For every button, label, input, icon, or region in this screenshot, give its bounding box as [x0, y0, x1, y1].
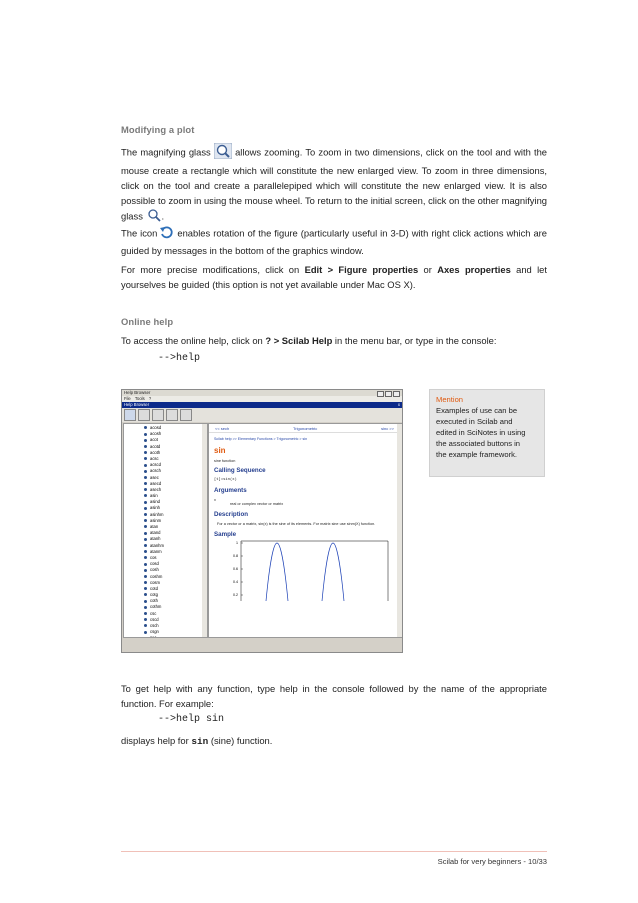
plot-tick-label: 0.4: [233, 580, 238, 585]
tree-item-label: csgn: [150, 629, 159, 635]
tree-bullet-icon: [144, 544, 147, 547]
window-controls: [377, 391, 400, 397]
menu-path-scilab-help: ? > Scilab Help: [265, 335, 333, 346]
tree-bullet-icon: [144, 457, 147, 460]
toolbar-search-button[interactable]: [124, 409, 136, 421]
tree-item-label: acotd: [150, 443, 161, 449]
close-button[interactable]: [393, 391, 400, 397]
mention-line: the example framework.: [436, 450, 518, 459]
paragraph-zoom: [121, 143, 547, 226]
tree-bullet-icon: [144, 507, 147, 510]
mention-line: Examples of use can be: [436, 406, 518, 415]
rotate-icon: [160, 225, 174, 243]
heading-arguments: Arguments: [214, 487, 247, 494]
text: and let yourselves be guided (this option is not yet available under Mac OS X).: [121, 264, 547, 290]
help-page-subtitle: sine function: [214, 459, 236, 463]
sine-curve: [322, 543, 344, 601]
tree-bullet-icon: [144, 433, 147, 436]
plot-tick-label: 0.6: [233, 567, 238, 572]
tree-bullet-icon: [144, 525, 147, 528]
description-text: For a vector or a matrix, sin(x) is the sine of its elements. For matrix sine use sinm(X) function.: [217, 522, 376, 526]
tree-item-label: cscd: [150, 616, 159, 622]
menu-path-axes-properties: Axes properties: [437, 264, 511, 275]
help-content: [208, 423, 403, 638]
footer-page-label: Scilab for very beginners - 10/33: [437, 857, 547, 866]
tree-bullet-icon: [144, 494, 147, 497]
text: To access the online help, click on: [121, 335, 263, 346]
mention-box: [429, 389, 545, 477]
tree-item-label: atanm: [150, 548, 162, 554]
tree-item-label: asecd: [150, 480, 162, 486]
tree-item-label: cotd: [150, 585, 158, 591]
toolbar-forward-button[interactable]: [152, 409, 164, 421]
tree-item-label: asind: [150, 499, 161, 505]
nav-next-link[interactable]: sinc >>: [381, 426, 394, 431]
tree-item-label: atan: [150, 524, 159, 529]
paragraph-access-help: [121, 333, 547, 348]
help-nav: [209, 424, 402, 433]
tree-item-label: asin: [150, 493, 158, 499]
tree-item-label: asinh: [150, 505, 161, 511]
tree-bullet-icon: [144, 439, 147, 442]
window-title: Help Browser: [124, 390, 151, 395]
tree-item-label: csc: [150, 610, 157, 616]
tree-bullet-icon: [144, 637, 147, 638]
breadcrumb[interactable]: Scilab help >> Elementary Functions > Trigonometric > sin: [214, 437, 308, 441]
tree-bullet-icon: [144, 470, 147, 473]
tree-item-label: acosd: [150, 425, 162, 430]
tree-item-label: sec: [150, 635, 157, 638]
heading-sample: Sample: [214, 531, 237, 538]
nav-prev-link[interactable]: << sech: [215, 426, 230, 431]
tree-item-label: cothm: [150, 604, 162, 610]
tree-bullet-icon: [144, 618, 147, 621]
help-browser-screenshot: [121, 389, 403, 653]
heading-calling-sequence: Calling Sequence: [214, 467, 266, 474]
tree-bullet-icon: [144, 501, 147, 504]
text: in the menu bar, or type in the console:: [334, 335, 497, 346]
section-heading-modifying-plot: Modifying a plot: [121, 124, 195, 135]
menu-file[interactable]: File: [124, 396, 131, 401]
tree-item-label: coth: [150, 598, 158, 604]
tree-bullet-icon: [144, 488, 147, 491]
tree-bullet-icon: [144, 593, 147, 596]
tree-bullet-icon: [144, 464, 147, 467]
window-titlebar: [122, 390, 402, 396]
toolbar-home-button[interactable]: [166, 409, 178, 421]
tree-item-label: asinm: [150, 517, 162, 523]
paragraph-rotate: [121, 225, 547, 258]
tree-bullet-icon: [144, 513, 147, 516]
plot-tick-label: 0.2: [233, 593, 238, 598]
plot-tick-label: 0.8: [233, 554, 238, 559]
text: (sine) function.: [210, 735, 273, 746]
text: For more precise modifications, click on: [121, 264, 300, 275]
mention-line: executed in Scilab and: [436, 417, 513, 426]
panel-title: Help Browser: [124, 402, 150, 407]
tree-bullet-icon: [144, 624, 147, 627]
tree-bullet-icon: [144, 600, 147, 603]
plot-tick-label: 1: [236, 541, 238, 546]
mention-line: the associated buttons in: [436, 439, 521, 448]
toolbar-print-button[interactable]: [180, 409, 192, 421]
menu-help[interactable]: ?: [148, 396, 152, 401]
tree-bullet-icon: [144, 612, 147, 615]
maximize-button[interactable]: [385, 391, 392, 397]
tree-scrollbar[interactable]: [202, 424, 207, 637]
tree-item-label: atand: [150, 530, 161, 536]
mention-line: edited in SciNotes in using: [436, 428, 526, 437]
tree-item-label: asech: [150, 486, 162, 492]
nav-parent-link[interactable]: Trigonometric: [293, 426, 318, 431]
tree-list: [124, 424, 207, 638]
panel-close-icon[interactable]: x: [397, 402, 400, 407]
tree-item-label: asinhm: [150, 511, 164, 517]
tree-item-label: asec: [150, 474, 159, 480]
tree-item-label: cosd: [150, 561, 159, 567]
tree-bullet-icon: [144, 538, 147, 541]
menu-tools[interactable]: Tools: [134, 396, 145, 401]
paragraph-sin: [121, 733, 547, 749]
tree-item-label: cos: [150, 554, 157, 560]
text: enables rotation of the figure (particularly useful in 3-D) with right click actions which are guided by messages in the bottom of the graphics window.: [121, 227, 548, 256]
tree-bullet-icon: [144, 451, 147, 454]
argument-description: real or complex vector or matrix: [230, 502, 284, 506]
tree-bullet-icon: [144, 631, 147, 634]
tree-item-label: csch: [150, 623, 159, 628]
tree-bullet-icon: [144, 581, 147, 584]
tree-item-label: atanhm: [150, 542, 164, 548]
menu-path-figure-properties: Edit > Figure properties: [304, 264, 419, 275]
tree-item-label: coshm: [150, 573, 163, 579]
tree-item-label: acscd: [150, 462, 161, 468]
tree-bullet-icon: [144, 606, 147, 609]
text: allows zooming. To zoom in two dimensions, click on the tool and with the mouse create a rectangle which will constitute the new enlarged view. To zoom in three dimensions, click on the tool and create a parallelepiped which will constitute the new enlarged view. It is also possible to zoom in using the mouse wheel. To return to the initial screen, click on the other magnifying glass: [121, 146, 548, 222]
function-name: sin: [191, 736, 209, 747]
text: or: [423, 264, 432, 275]
heading-description: Description: [214, 511, 249, 518]
tree-bullet-icon: [144, 519, 147, 522]
zoom-out-icon: [146, 208, 162, 226]
section-heading-online-help: Online help: [121, 316, 174, 327]
calling-sequence: [t]=sin(x): [214, 478, 237, 482]
tree-item-label: acsc: [150, 455, 159, 461]
help-tree: [123, 423, 208, 638]
text: The magnifying glass: [121, 146, 211, 158]
tree-item-label: acsch: [150, 468, 161, 474]
tree-bullet-icon: [144, 532, 147, 535]
mention-title: Mention: [436, 395, 464, 404]
text: .: [161, 210, 165, 222]
argument-name: x: [214, 498, 216, 502]
tree-item-label: atanh: [150, 536, 161, 542]
tree-bullet-icon: [144, 575, 147, 578]
tree-item-label: cosm: [150, 579, 161, 585]
tree-item-label: cotg: [150, 592, 158, 598]
tree-item[interactable]: [144, 635, 207, 638]
help-page-title: sin: [214, 446, 226, 455]
tree-item-label: acot: [150, 437, 158, 443]
tree-bullet-icon: [144, 476, 147, 479]
zoom-in-icon: [214, 143, 232, 163]
tree-item-label: acosh: [150, 431, 162, 437]
tree-bullet-icon: [144, 445, 147, 448]
toolbar-back-button[interactable]: [138, 409, 150, 421]
text: displays help for: [121, 735, 189, 746]
panel-titlebar: [122, 402, 402, 408]
tree-bullet-icon: [144, 426, 147, 429]
tree-bullet-icon: [144, 563, 147, 566]
paragraph-properties: [121, 262, 547, 292]
footer-rule: [121, 851, 547, 852]
tree-bullet-icon: [144, 550, 147, 553]
sine-curve: [266, 543, 288, 601]
tree-bullet-icon: [144, 587, 147, 590]
text: The icon: [121, 227, 158, 239]
toolbar: [122, 408, 402, 422]
tree-bullet-icon: [144, 556, 147, 559]
tree-bullet-icon: [144, 569, 147, 572]
paragraph-help-function: To get help with any function, type help in the console followed by the name of the appropriate function. For example:: [121, 683, 547, 709]
code-help: -->help: [158, 353, 201, 364]
tree-bullet-icon: [144, 482, 147, 485]
tree-item-label: acoth: [150, 449, 161, 455]
content-scrollbar[interactable]: [397, 424, 402, 637]
code-help-sin: -->help sin: [158, 714, 225, 725]
tree-item-label: cosh: [150, 567, 159, 573]
minimize-button[interactable]: [377, 391, 384, 397]
sample-plot: [214, 539, 394, 601]
